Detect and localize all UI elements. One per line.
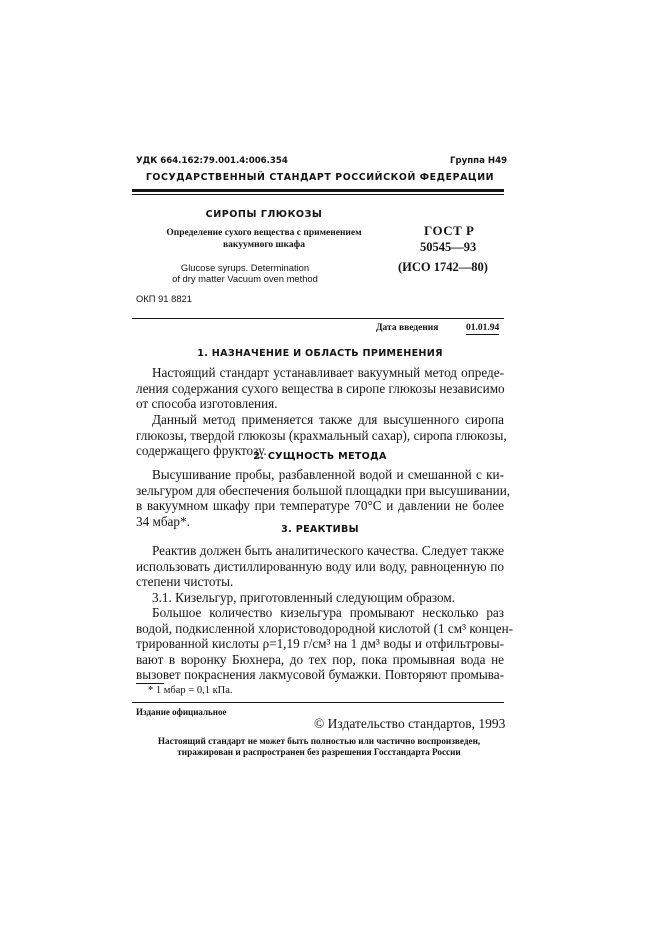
text-line: 3.1. Кизельгур, приготовленный следующим образом. <box>152 590 455 605</box>
org-title: ГОСУДАРСТВЕННЫЙ СТАНДАРТ РОССИЙСКОЙ ФЕДЕРАЦИИ <box>145 172 495 183</box>
subtitle-ru-line2: вакуумного шкафа <box>223 240 305 250</box>
reproduction-notice-line1: Настоящий стандарт не может быть полностью или частично воспроизведен, <box>157 736 481 746</box>
subtitle-ru-line1: Определение сухого вещества с применением <box>166 228 362 238</box>
gost-number-label: ГОСТ Р <box>424 223 475 238</box>
doc-title: СИРОПЫ ГЛЮКОЗЫ <box>205 209 323 220</box>
udk-code: УДК 664.162:79.001.4:006.354 <box>136 156 288 166</box>
header-rule-thick <box>132 189 504 192</box>
text-line: вызовет покраснения лакмусовой бумажки. Повторяют промыва- <box>136 667 504 683</box>
copyright: © Издательство стандартов, 1993 <box>314 716 506 731</box>
section-1-heading: 1. НАЗНАЧЕНИЕ И ОБЛАСТЬ ПРИМЕНЕНИЯ <box>197 348 443 359</box>
section-3-paragraph-3 <box>136 605 514 683</box>
footer-rule <box>132 702 504 703</box>
header-rule-thin <box>132 194 504 195</box>
effective-date-value: 01.01.94 <box>466 323 500 333</box>
text-line: Большое количество кизельгура промывают несколько раз <box>152 605 504 620</box>
text-line: 34 мбар*. <box>136 513 190 529</box>
text-line: от способа изготовления. <box>136 396 278 412</box>
text-line: ления содержания сухого вещества в сиропе глюкозы независимо <box>136 380 505 396</box>
footnote-rule <box>136 683 164 684</box>
text-line: степени чистоты. <box>136 574 234 590</box>
section-2-heading: 2. СУЩНОСТЬ МЕТОДА <box>253 451 387 462</box>
text-line: в вакуумном шкафу при температуре 70°С и давлении не более <box>136 498 504 514</box>
okp-code: ОКП 91 8821 <box>136 293 192 304</box>
section-2-paragraph-1 <box>136 467 511 529</box>
text-line: содержащего фруктозу. <box>136 443 267 459</box>
text-line: трированной кислоты ρ=1,19 г/см³ на 1 дм³ воды и отфильтровы- <box>136 636 504 652</box>
text-line: Данный метод применяется также для высушенного сиропа <box>152 412 504 427</box>
text-line: Настоящий стандарт устанавливает вакуумный метод опреде- <box>152 365 504 380</box>
text-line: зельгуром для обеспечения большой площадки при высушивании, <box>136 482 511 498</box>
title-rule <box>132 318 504 319</box>
gost-number: 50545—93 <box>420 240 477 254</box>
iso-number: (ИСО 1742—80) <box>398 260 488 274</box>
text-line: использовать дистиллированную воду или воду, равноценную по <box>136 558 504 574</box>
section-3-paragraph-2 <box>136 590 504 606</box>
section-3-paragraph-1 <box>136 543 504 590</box>
text-line: Реактив должен быть аналитического качества. Следует также <box>152 543 504 558</box>
edition-label: Издание официальное <box>136 707 227 717</box>
section-1-paragraph-1 <box>136 365 504 412</box>
reproduction-notice-line2: тиражирован и распространен без разрешения Госстандарта России <box>177 747 461 757</box>
subtitle-en-line2: of dry matter Vacuum oven method <box>172 273 318 284</box>
text-line: глюкозы, твердой глюкозы (крахмальный сахар), сиропа глюкозы, <box>136 427 507 443</box>
footnote: * 1 мбар = 0,1 кПа. <box>148 685 233 696</box>
section-3-heading: 3. РЕАКТИВЫ <box>281 524 359 535</box>
subtitle-en-line1: Glucose syrups. Determination <box>180 262 310 273</box>
text-line: водой, подкисленной хлористоводородной кислотой (1 см³ концен- <box>136 620 514 636</box>
effective-date-label: Дата введения <box>376 323 439 333</box>
text-line: вают в воронку Бюхнера, до тех пор, пока промывная вода не <box>136 651 504 667</box>
group-code: Группа Н49 <box>450 156 508 166</box>
text-line: Высушивание пробы, разбавленной водой и смешанной с ки- <box>152 467 504 482</box>
